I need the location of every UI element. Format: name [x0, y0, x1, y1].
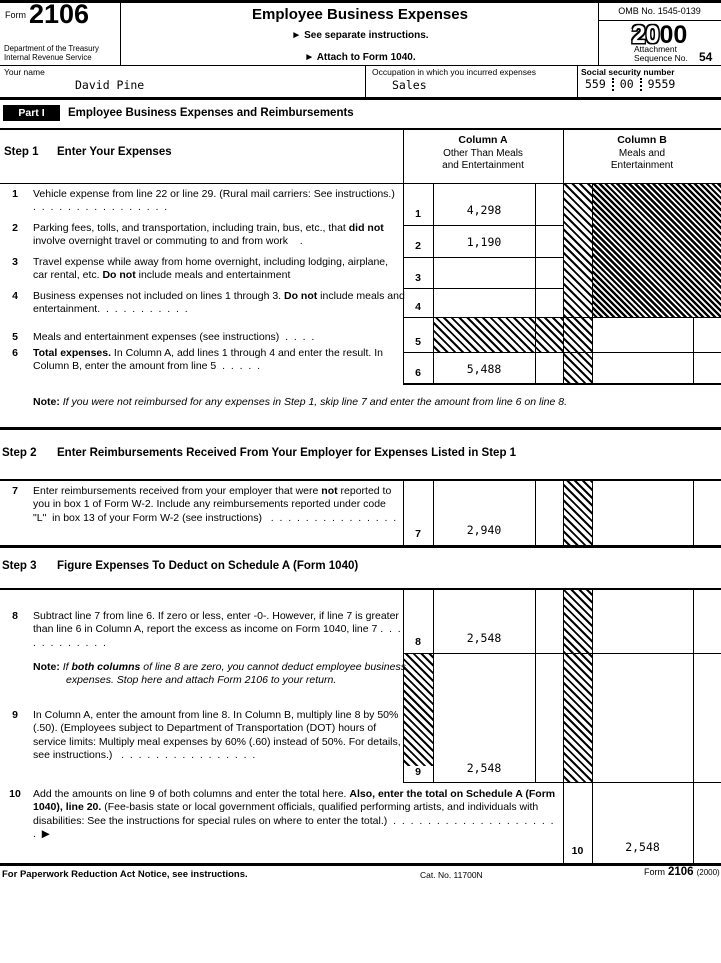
attachment-label: Attachment: [634, 44, 677, 54]
line4-text: Business expenses not included on lines 1 through 3. Do not include meals and entertainment. . . . . . . . . . .: [33, 290, 408, 316]
grid-vline: [563, 589, 564, 863]
treasury-label: Department of the Treasury: [4, 44, 99, 53]
tax-year-outline-digits: 20: [631, 21, 660, 49]
grid-vline: [592, 589, 593, 863]
line3-text: Travel expense while away from home overnight, including lodging, airplane, car rental, etc. Do not include meals and entertainment: [33, 256, 391, 282]
cents-divider-a: [535, 589, 536, 782]
irs-label: Internal Revenue Service: [4, 53, 92, 62]
step1-label: Step 1: [4, 146, 39, 158]
line1-number: 1: [12, 188, 18, 200]
step2-table-bottom-rule: [0, 545, 721, 548]
line1-colA-value[interactable]: 4,298: [466, 203, 502, 217]
line3-cell-number: 3: [415, 272, 421, 284]
line4-cell-number: 4: [415, 301, 421, 313]
paperwork-notice: For Paperwork Reduction Act Notice, see instructions.: [2, 869, 248, 880]
line6-text: Total expenses. In Column A, add lines 1 through 4 and enter the result. In Column B, enter the amount from line 5 . . . . .: [33, 347, 386, 373]
step2-table-top-rule: [0, 479, 721, 481]
line8-cell-number: 8: [415, 636, 421, 648]
line7-cell-number: 7: [415, 528, 421, 540]
hatched-area-colA-line5: [433, 318, 563, 352]
top-rule: [0, 0, 721, 3]
line4-number: 4: [12, 290, 18, 302]
line5-text: Meals and entertainment expenses (see instructions) . . . .: [33, 331, 315, 343]
ssn-value[interactable]: [585, 77, 675, 91]
line9-colA-value[interactable]: 2,548: [466, 761, 502, 775]
line10-text: Add the amounts on line 9 of both columns and enter the total here. Also, enter the total on Schedule A (Form 1040), line 20. (Fee-basis state or local government officials, qualified performing artists, and individuals with disabilities: See the instructions for special rules on where to enter the total.) . . . . . . . . . . . . . . . . . . . . ▶: [33, 788, 560, 841]
line9-text: In Column A, enter the amount from line 8. In Column B, multiply line 8 by 50% (.50). (Employees subject to Department of Transportation (DOT) hours of service limits: Multiply meal expenses by 60% (.60) instead of 50%. For details, see instructions.) . . . . . . . . . . . . . . . .: [33, 709, 404, 762]
footer-form-id: [644, 866, 720, 878]
line1-text: Vehicle expense from line 22 or line 29. (Rural mail carriers: See instructions.) . . . . . . . . . . . . . . . .: [33, 188, 404, 214]
cents-divider-b: [693, 589, 694, 863]
column-a-sub2: and Entertainment: [442, 160, 524, 171]
step1-table-bottom-rule: [403, 383, 721, 385]
line2-cell-number: 2: [415, 240, 421, 252]
line5-cell-number: 5: [415, 336, 421, 348]
ssn-separator: [612, 78, 614, 91]
line7-number: 7: [12, 485, 18, 497]
line10-total-value[interactable]: 2,548: [625, 840, 660, 854]
row-line: [403, 288, 563, 289]
occupation-label: Occupation in which you incurred expenses: [372, 67, 536, 77]
cents-divider-a: [535, 480, 536, 545]
tax-year-solid-digits: 00: [659, 21, 688, 49]
line8-colA-value[interactable]: 2,548: [466, 631, 502, 645]
ssn-area: 559: [585, 77, 606, 91]
cents-divider-b: [693, 480, 694, 545]
line6-cell-number: 6: [415, 367, 421, 379]
your-name-label: Your name: [4, 67, 45, 77]
line8-text: Subtract line 7 from line 6. If zero or less, enter -0-. However, if line 7 is greater than line 6 in Column A, report the excess as income on Form 1040, line 7 . . . . . . . . . . . .: [33, 610, 407, 649]
ssn-separator: [640, 78, 642, 91]
sequence-number: 54: [699, 50, 713, 64]
step3-label: Step 3: [2, 560, 37, 572]
column-b-sub1: Meals and: [618, 148, 666, 159]
cents-divider-a: [535, 183, 536, 383]
header-bottom-rule: [0, 97, 721, 100]
column-a-sub1: Other Than Meals: [443, 148, 523, 159]
row-line: [403, 653, 721, 654]
your-name-value[interactable]: David Pine: [75, 78, 145, 92]
step3-note: Note: If both columns of line 8 are zero, you cannot deduct employee business expenses. Stop here and attach Form 2106 to your return.: [33, 661, 409, 687]
line7-colA-value[interactable]: 2,940: [466, 523, 502, 537]
footer-form-year: (2000): [696, 868, 720, 877]
column-a-title: Column A: [458, 134, 508, 146]
step3-table-top-rule: [0, 588, 721, 590]
step2-label: Step 2: [2, 447, 37, 459]
catalog-number: Cat. No. 11700N: [420, 870, 483, 880]
step3-title: Figure Expenses To Deduct on Schedule A (Form 1040): [57, 560, 359, 572]
step1-table-top-rule: [0, 128, 721, 130]
line9-number: 9: [12, 709, 18, 721]
grid-vline: [592, 183, 593, 383]
name-row-top-rule: [0, 65, 721, 66]
step3-table-bottom-rule: [0, 863, 721, 866]
header-divider-left: [120, 3, 121, 65]
omb-number: OMB No. 1545-0139: [618, 6, 701, 16]
grid-vline: [563, 183, 564, 383]
part1-badge: Part I: [3, 105, 60, 121]
row-line: [403, 257, 563, 258]
hatched-strip-step2: [563, 481, 592, 545]
footer-form-label: Form: [644, 867, 665, 877]
line6-colA-value[interactable]: 5,488: [466, 362, 502, 376]
form-title: Employee Business Expenses: [252, 6, 468, 23]
line8-number: 8: [12, 610, 18, 622]
row-line: [403, 782, 721, 783]
column-b-title: Column B: [617, 134, 667, 146]
line5-number: 5: [12, 331, 18, 343]
line1-cell-number: 1: [415, 208, 421, 220]
footer-form-number: 2106: [668, 866, 694, 878]
step2-title: Enter Reimbursements Received From Your Employer for Expenses Listed in Step 1: [57, 447, 517, 459]
line7-text: Enter reimbursements received from your employer that were not reported to you in box 1 of Form W-2. Include any reimbursements reported under code "L" in box 13 of your Form W-2 (see instructions) . . . . . . . . . . . . . . . .: [33, 485, 405, 524]
see-instructions-note: ► See separate instructions.: [291, 30, 429, 41]
part1-heading: Employee Business Expenses and Reimbursements: [68, 107, 354, 119]
cents-divider-b: [693, 317, 694, 383]
attach-note: ► Attach to Form 1040.: [304, 52, 416, 63]
grid-vline: [563, 480, 564, 545]
line2-text: Parking fees, tolls, and transportation, including train, bus, etc., that did not involve overnight travel or commuting to and from work .: [33, 222, 387, 248]
step1-title: Enter Your Expenses: [57, 146, 172, 158]
row-line: [403, 317, 721, 318]
occupation-ssn-divider: [577, 65, 578, 97]
step1-note: Note: If you were not reimbursed for any expenses in Step 1, skip line 7 and enter the amount from line 6 on line 8.: [33, 396, 568, 408]
column-b-sub2: Entertainment: [610, 160, 674, 171]
hatched-strip-step1: [563, 184, 592, 383]
row-line: [403, 352, 721, 353]
line3-number: 3: [12, 256, 18, 268]
row-line: [403, 225, 563, 226]
grid-vline: [592, 480, 593, 545]
line2-number: 2: [12, 222, 18, 234]
line10-cell-number: 10: [571, 845, 584, 857]
form-label: Form: [5, 10, 26, 20]
occupation-value[interactable]: Sales: [392, 78, 427, 92]
line6-number: 6: [12, 347, 18, 359]
ssn-serial: 9559: [647, 77, 676, 91]
line9-cell-number: 9: [415, 766, 421, 778]
ssn-group: 00: [619, 77, 634, 91]
section-rule: [0, 427, 721, 430]
hatched-strip-step3: [563, 590, 592, 782]
name-occupation-divider: [365, 65, 366, 97]
hatched-area-colB-lines1-4: [592, 184, 721, 317]
sequence-label: Sequence No.: [634, 53, 688, 63]
form-number: 2106: [29, 0, 90, 29]
line2-colA-value[interactable]: 1,190: [466, 235, 502, 249]
ssn-label: Social security number: [581, 67, 675, 77]
line10-number: 10: [9, 788, 21, 800]
